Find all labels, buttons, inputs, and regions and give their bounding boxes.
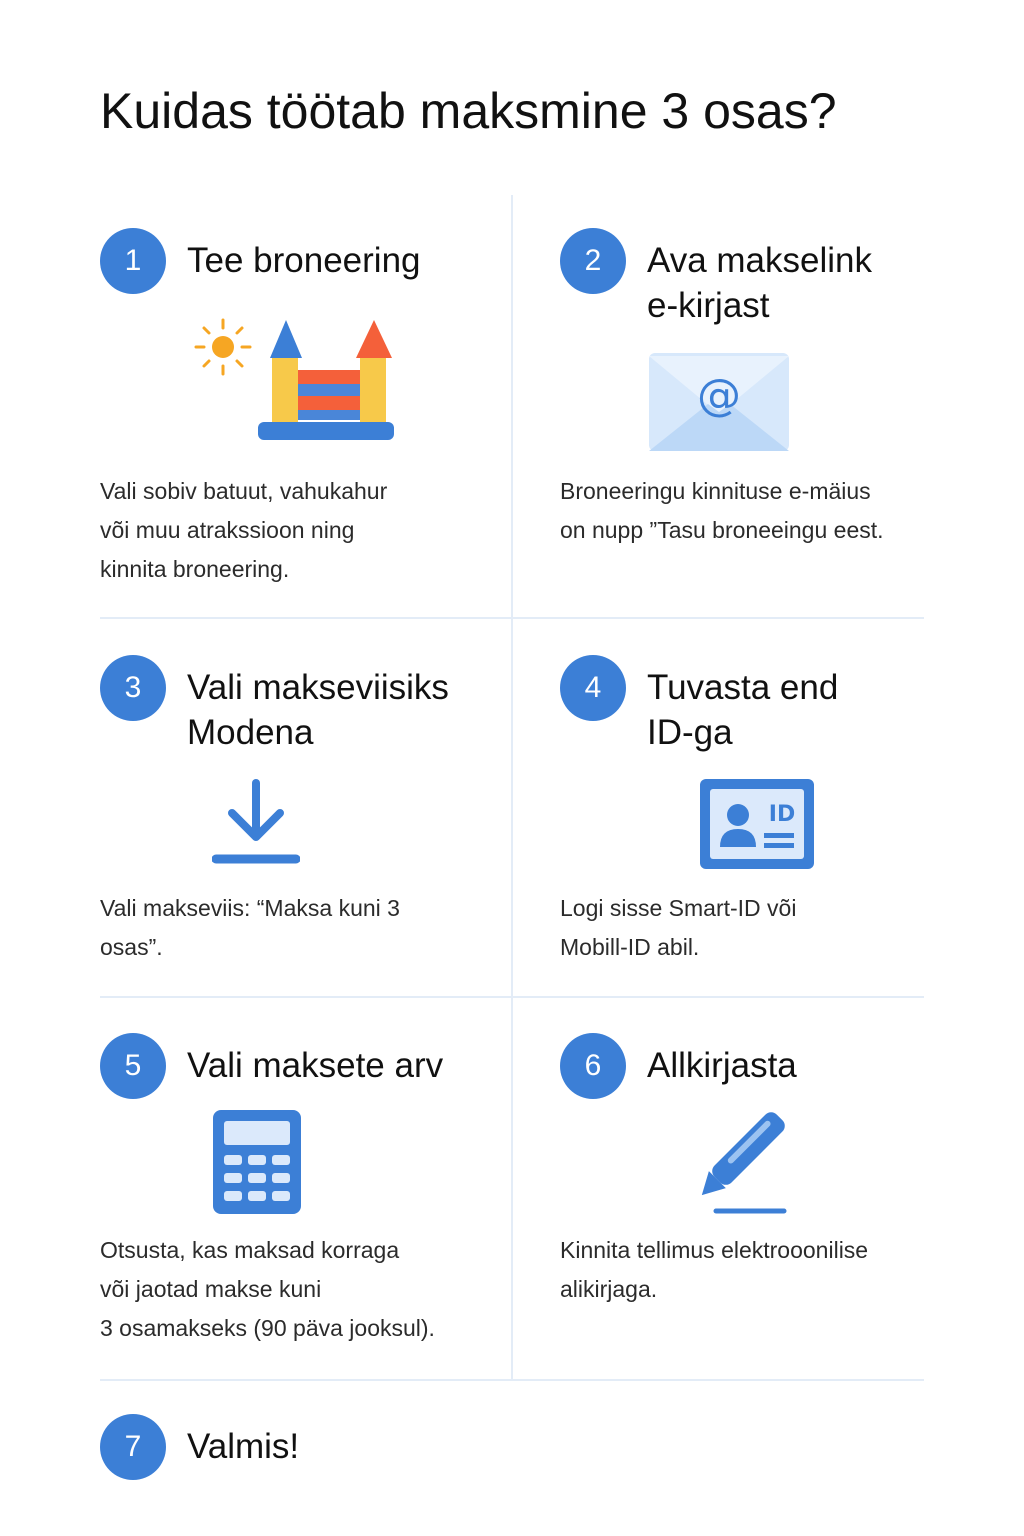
step-title: Vali makseviisiks Modena bbox=[187, 668, 449, 752]
step-description: Logi sisse Smart-ID või Mobill-ID abil. bbox=[560, 895, 797, 960]
email-icon bbox=[648, 352, 790, 452]
row-divider bbox=[100, 996, 924, 998]
id-card-icon bbox=[698, 777, 816, 871]
svg-text:@: @ bbox=[697, 370, 741, 421]
step-description: Otsusta, kas maksad korraga või jaotad makse kuni 3 osamakseks (90 päva jooksul). bbox=[100, 1237, 435, 1341]
step-number-badge: 5 bbox=[100, 1033, 166, 1099]
step-title: Tee broneering bbox=[187, 241, 421, 280]
download-icon bbox=[212, 779, 300, 871]
step-number-badge: 1 bbox=[100, 228, 166, 294]
row-divider bbox=[100, 1379, 924, 1381]
step-description: Kinnita tellimus elektrooonilise alikirjaga. bbox=[560, 1237, 869, 1302]
step-title: Ava makselink e-kirjast bbox=[647, 241, 873, 325]
step-description: Broneeringu kinnituse e-mäius on nupp ”Tasu broneeingu eest. bbox=[560, 478, 884, 543]
step-title: Allkirjasta bbox=[647, 1046, 797, 1085]
step-number-badge: 4 bbox=[560, 655, 626, 721]
pen-icon bbox=[690, 1107, 790, 1217]
row-divider bbox=[100, 617, 924, 619]
step-number-badge: 6 bbox=[560, 1033, 626, 1099]
page-title: Kuidas töötab maksmine 3 osas? bbox=[100, 83, 837, 139]
column-divider bbox=[511, 195, 513, 1380]
bouncy-castle-icon bbox=[192, 316, 402, 444]
step-title: Vali maksete arv bbox=[187, 1046, 444, 1085]
step-number-badge: 3 bbox=[100, 655, 166, 721]
step-number-badge: 7 bbox=[100, 1414, 166, 1480]
svg-text:ID: ID bbox=[768, 802, 796, 827]
step-title: Tuvasta end ID-ga bbox=[647, 668, 839, 752]
step-number-badge: 2 bbox=[560, 228, 626, 294]
calculator-icon bbox=[212, 1109, 302, 1215]
step-description: Vali makseviis: “Maksa kuni 3 osas”. bbox=[100, 895, 400, 960]
step-description: Vali sobiv batuut, vahukahur või muu atrakssioon ning kinnita broneering. bbox=[100, 478, 388, 582]
step-title: Valmis! bbox=[187, 1427, 300, 1466]
